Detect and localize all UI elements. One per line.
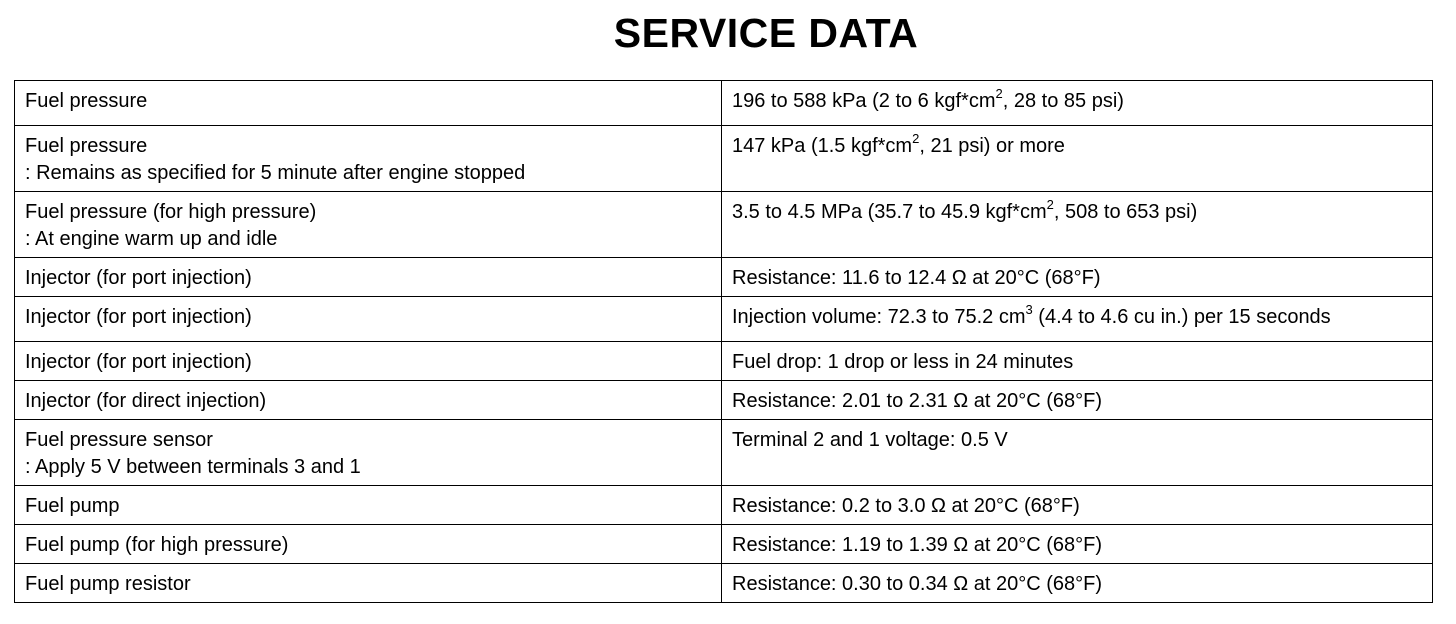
table-row — [15, 342, 1433, 381]
item-cell — [15, 381, 722, 420]
item-label: Fuel pressure (for high pressure) — [25, 201, 317, 223]
table-row — [15, 564, 1433, 603]
spec-cell: Terminal 2 and 1 voltage: 0.5 V — [722, 420, 1433, 486]
spec-cell: Resistance: 0.2 to 3.0 Ω at 20°C (68°F) — [722, 486, 1433, 525]
table-row — [15, 525, 1433, 564]
item-cell — [15, 342, 722, 381]
table-row — [15, 420, 1433, 486]
table-body — [15, 81, 1433, 603]
item-cell — [15, 258, 722, 297]
spec-cell: Resistance: 0.30 to 0.34 Ω at 20°C (68°F) — [722, 564, 1433, 603]
service-data-table — [14, 80, 1433, 603]
spec-cell: Fuel drop: 1 drop or less in 24 minutes — [722, 342, 1433, 381]
item-cell — [15, 564, 722, 603]
spec-cell: Resistance: 11.6 to 12.4 Ω at 20°C (68°F) — [722, 258, 1433, 297]
item-condition: : Apply 5 V between terminals 3 and 1 — [25, 456, 361, 478]
spec-cell: Resistance: 2.01 to 2.31 Ω at 20°C (68°F) — [722, 381, 1433, 420]
item-label: Injector (for port injection) — [25, 306, 252, 328]
spec-cell: 3.5 to 4.5 MPa (35.7 to 45.9 $kgf*cm^2$, 508 to 653 psi) — [722, 192, 1433, 258]
item-label: Fuel pressure — [25, 90, 148, 112]
item-cell — [15, 525, 722, 564]
item-cell — [15, 126, 722, 192]
item-cell — [15, 81, 722, 126]
item-label: Fuel pump resistor — [25, 573, 191, 595]
item-label: Fuel pressure — [25, 135, 148, 157]
item-label: Injector (for direct injection) — [25, 390, 267, 412]
table-row — [15, 381, 1433, 420]
item-label: Injector (for port injection) — [25, 351, 252, 373]
table-row — [15, 126, 1433, 192]
spec-cell: Injection volume: 72.3 to 75.2 $cm^3$ (4.4 to 4.6 cu in.) per 15 seconds — [722, 297, 1433, 342]
item-condition: : Remains as specified for 5 minute after engine stopped — [25, 162, 526, 184]
page-title: SERVICE DATA — [613, 10, 919, 56]
item-cell — [15, 486, 722, 525]
table-row — [15, 258, 1433, 297]
item-condition: : At engine warm up and idle — [25, 228, 278, 250]
table-row — [15, 297, 1433, 342]
table-row — [15, 81, 1433, 126]
item-cell — [15, 192, 722, 258]
item-label: Fuel pump (for high pressure) — [25, 534, 289, 556]
item-cell — [15, 420, 722, 486]
item-label: Injector (for port injection) — [25, 267, 252, 289]
table-row — [15, 192, 1433, 258]
item-label: Fuel pump — [25, 495, 120, 517]
spec-cell: 196 to 588 kPa (2 to 6 $kgf*cm^2$, 28 to 85 psi) — [722, 81, 1433, 126]
item-label: Fuel pressure sensor — [25, 429, 213, 451]
spec-cell: Resistance: 1.19 to 1.39 Ω at 20°C (68°F) — [722, 525, 1433, 564]
spec-cell: 147 kPa (1.5 $kgf*cm^2$, 21 psi) or more — [722, 126, 1433, 192]
table-row — [15, 486, 1433, 525]
item-cell — [15, 297, 722, 342]
